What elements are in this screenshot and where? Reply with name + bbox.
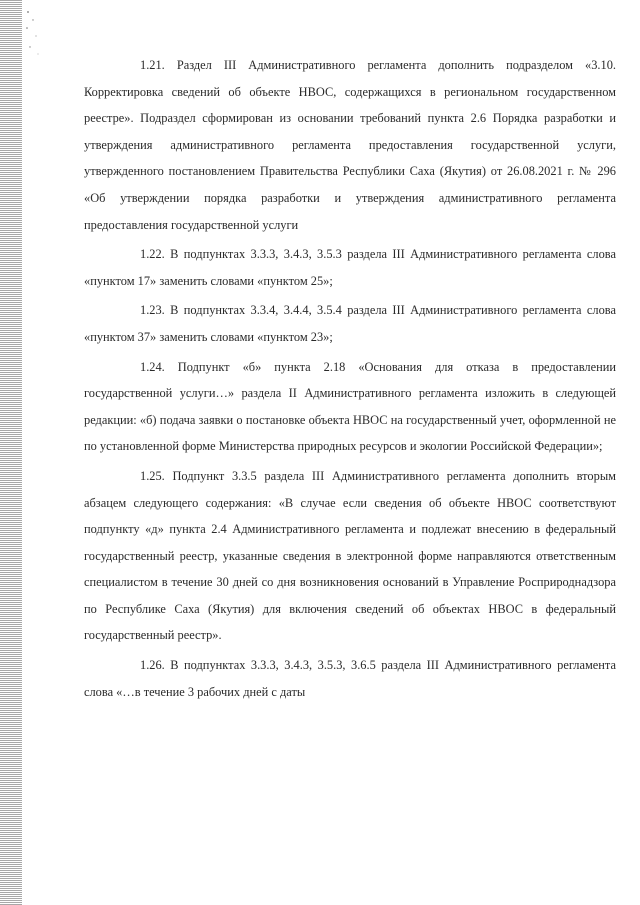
paragraph-1-23: 1.23. В подпунктах 3.3.4, 3.4.4, 3.5.4 раздела III Административного регламента слова «пунктом 37» заменить словами «пунктом 23»; <box>84 303 616 344</box>
document-body <box>84 52 616 705</box>
scan-speck-marks <box>24 6 42 66</box>
paragraph-1-24: 1.24. Подпункт «б» пункта 2.18 «Основания для отказа в предоставлении государственной услуги…» раздела II Административного регламента изложить в следующей редакции: «б) подача заявки о постановке объекта НВОС на государственный учет, оформленной не по установленной форме Министерства природных ресурсов и экологии Российской Федерации»; <box>84 359 616 454</box>
paragraph-1-22: 1.22. В подпунктах 3.3.3, 3.4.3, 3.5.3 раздела III Административного регламента слова «пунктом 17» заменить словами «пунктом 25»; <box>84 247 616 288</box>
paragraph-1-21: 1.21. Раздел III Административного регламента дополнить подразделом «3.10. Корректировка сведений об объекте НВОС, содержащихся в региональном государственном реестре». Подраздел сформирован из основании требований пункта 2.6 Порядка разработки и утверждения административного регламента предоставления государственной услуги, утвержденного постановлением Правительства Республики Саха (Якутия) от 26.08.2021 г. № 296 «Об утверждении порядка разработки и утверждения административного регламента предоставления государственной услуги <box>84 58 616 232</box>
scan-edge-artifact <box>0 0 22 905</box>
paragraph-1-25: 1.25. Подпункт 3.3.5 раздела III Административного регламента дополнить вторым абзацем следующего содержания: «В случае если сведения об объекте НВОС соответствуют подпункту «д» пункта 2.4 Административного регламента и подлежат внесению в федеральный государственный реестр, указанные сведения в электронной форме направляются ответственным специалистом в течение 30 дней со дня возникновения оснований в Управление Росприроднадзора по Республике Саха (Якутия) для включения сведений об объектах НВОС в федеральный государственный реестр». <box>84 468 616 643</box>
paragraph-1-26: 1.26. В подпунктах 3.3.3, 3.4.3, 3.5.3, 3.6.5 раздела III Административного регламента слова «…в течение 3 рабочих дней с даты <box>84 658 616 699</box>
